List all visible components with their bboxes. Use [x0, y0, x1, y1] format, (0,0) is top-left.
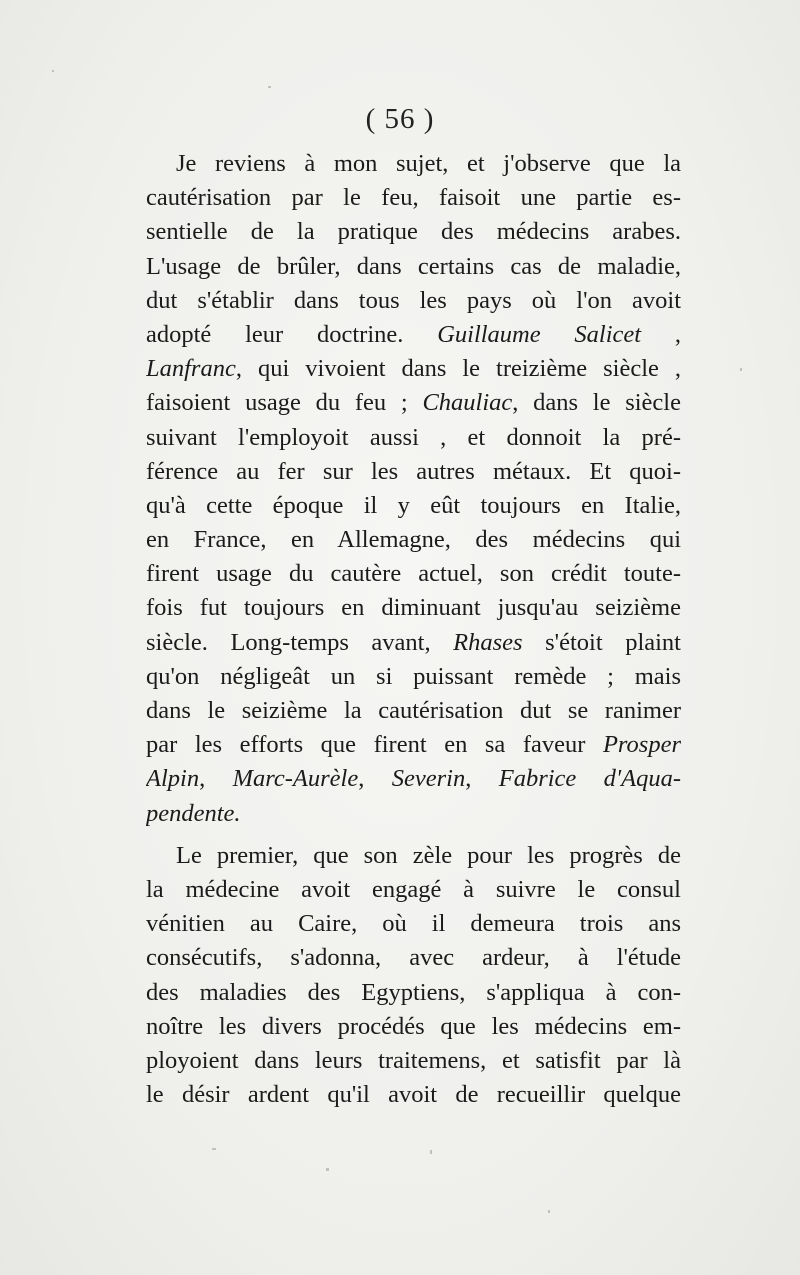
italic-name: Prosper [602, 731, 681, 759]
text-line [146, 421, 681, 455]
text-line [146, 455, 681, 489]
text-segment: , [641, 320, 681, 348]
text-line [146, 147, 681, 181]
text-line [146, 873, 681, 907]
text-segment: ployoient dans leurs traitemens, et satisfit par là [146, 1046, 681, 1074]
text-segment: qu'on négligeât un si puissant remède ; mais [146, 662, 681, 690]
text-line [146, 728, 681, 762]
text-segment: suivant l'employoit aussi , et donnoit la pré- [146, 423, 681, 451]
body-text [146, 147, 681, 1112]
text-segment: dans le seizième la cautérisation dut se ranimer [146, 697, 681, 724]
text-line [146, 1010, 681, 1044]
text-segment: vénitien au Caire, où il demeura trois ans [146, 910, 681, 938]
text-line [146, 907, 681, 941]
italic-name: Rhases [453, 628, 523, 656]
paper-speck [268, 86, 271, 88]
text-line [146, 318, 681, 352]
text-segment: siècle. Long-temps avant, [146, 628, 454, 656]
paper-speck [740, 368, 742, 371]
text-segment: , dans le siècle [512, 389, 681, 417]
text-line [146, 591, 681, 625]
text-segment: , [199, 765, 233, 793]
text-line [146, 284, 681, 318]
text-segment: sentielle de la pratique des médecins arabes. [146, 218, 681, 246]
text-segment: par les efforts que firent en sa faveur [146, 731, 603, 759]
italic-name: Lanfranc [146, 355, 236, 383]
text-line [146, 557, 681, 591]
text-segment: , qui vivoient dans le treizième siècle , [235, 355, 681, 383]
paper-speck [212, 1148, 216, 1150]
text-line [146, 489, 681, 523]
text-line [146, 694, 681, 728]
text-line [146, 839, 681, 873]
paper-speck [430, 1150, 432, 1154]
paper-speck [548, 1210, 550, 1213]
text-line [146, 976, 681, 1010]
text-line [146, 762, 681, 796]
text-line [146, 352, 681, 386]
text-line [146, 215, 681, 249]
text-segment: faisoient usage du feu ; [146, 389, 423, 417]
italic-name: pendente. [146, 799, 241, 827]
text-segment: firent usage du cautère actuel, son crédit toute- [146, 560, 681, 588]
text-segment: s'étoit plaint [522, 628, 681, 656]
text-segment: des maladies des Egyptiens, s'appliqua à con- [146, 978, 681, 1006]
italic-name: Marc-Aurèle [232, 765, 359, 793]
text-line [146, 1078, 681, 1112]
text-line [146, 660, 681, 694]
italic-name: Severin [391, 765, 466, 793]
text-segment: fois fut toujours en diminuant jusqu'au seizième [146, 594, 681, 622]
text-line [146, 1044, 681, 1078]
text-segment: adopté leur doctrine. [146, 320, 438, 348]
text-segment: noître les divers procédés que les médecins em- [146, 1012, 681, 1040]
italic-name: Guillaume Salicet [437, 320, 642, 348]
text-segment: qu'à cette époque il y eût toujours en Italie, [146, 491, 681, 519]
text-line [146, 523, 681, 557]
text-line [146, 181, 681, 215]
italic-name: Fabrice d'Aqua- [498, 765, 681, 793]
text-segment: , [358, 765, 392, 793]
text-line [146, 626, 681, 660]
paper-speck [326, 1168, 329, 1171]
text-segment: cautérisation par le feu, faisoit une partie es- [146, 184, 681, 212]
paper-speck [52, 70, 54, 72]
text-segment: dut s'établir dans tous les pays où l'on avoit [146, 286, 681, 314]
text-segment: férence au fer sur les autres métaux. Et quoi- [146, 457, 681, 485]
text-segment: L'usage de brûler, dans certains cas de maladie, [146, 252, 681, 280]
italic-name: Chauliac [422, 389, 513, 417]
text-segment: en France, en Allemagne, des médecins qui [146, 526, 681, 554]
text-segment: consécutifs, s'adonna, avec ardeur, à l'étude [146, 944, 681, 972]
text-line [146, 250, 681, 284]
text-segment: Le premier, que son zèle pour les progrès de [176, 841, 681, 869]
text-line [146, 386, 681, 420]
page-number: ( 56 ) [365, 103, 435, 135]
text-segment: la médecine avoit engagé à suivre le consul [146, 875, 681, 903]
text-segment: le désir ardent qu'il avoit de recueillir quelque [146, 1081, 681, 1109]
text-segment: Je reviens à mon sujet, et j'observe que la [176, 150, 681, 177]
italic-name: Alpin [146, 765, 200, 793]
text-line [146, 797, 681, 831]
text-segment: , [465, 765, 499, 793]
text-line [146, 941, 681, 975]
